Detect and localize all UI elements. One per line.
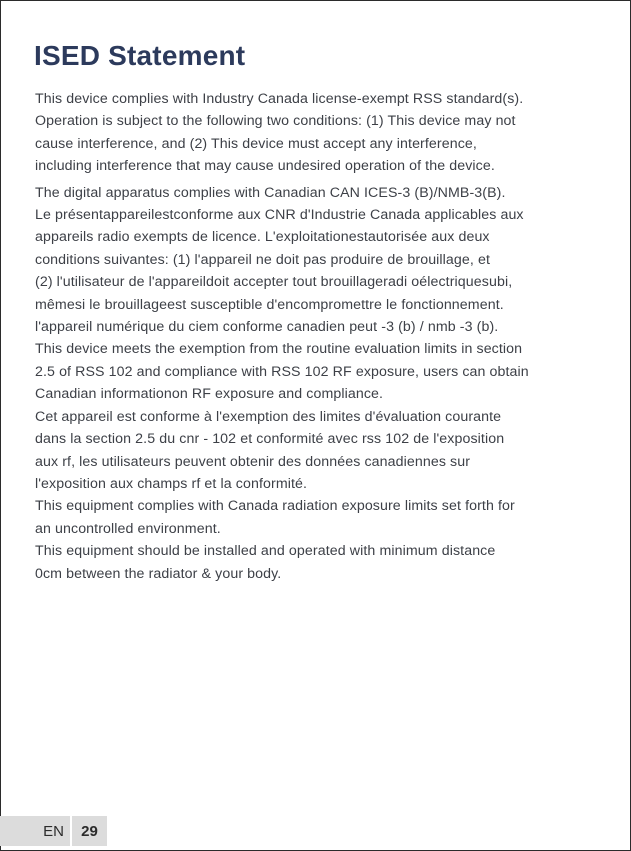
text-line: 2.5 of RSS 102 and compliance with RSS 102 RF exposure, users can obtain [35,363,529,380]
text-line: This equipment should be installed and operated with minimum distance [35,543,496,560]
text-line: aux rf, les utilisateurs peuvent obtenir des données canadiennes sur [35,453,471,470]
text-line: dans la section 2.5 du cnr - 102 et conformité avec rss 102 de l'exposition [35,431,505,448]
text-line: l'exposition aux champs rf et la conformité. [35,475,308,492]
text-line: including interference that may cause undesired operation of the device. [35,158,495,175]
text-line: an uncontrolled environment. [35,520,221,537]
text-line: Canadian informationon RF exposure and compliance. [35,386,384,403]
text-line: Operation is subject to the following two conditions: (1) This device may not [35,113,516,130]
footer-page-number: 29 [72,816,107,846]
text-line: 0cm between the radiator & your body. [35,565,282,582]
text-line: Cet appareil est conforme à l'exemption des limites d'évaluation courante [35,408,502,425]
text-line: This device meets the exemption from the routine evaluation limits in section [35,341,523,358]
footer-language-label: EN [0,816,70,846]
text-line: l'appareil numérique du ciem conforme canadien peut -3 (b) / nmb -3 (b). [35,319,499,336]
text-line: conditions suivantes: (1) l'appareil ne doit pas produire de brouillage, et [35,251,491,268]
text-line: (2) l'utilisateur de l'appareildoit accepter tout brouillageradi oélectriquesubi, [35,274,513,291]
text-line: cause interference, and (2) This device must accept any interference, [35,135,477,152]
text-line: Le présentappareilestconforme aux CNR d'Industrie Canada applicables aux [35,207,524,224]
text-line: This equipment complies with Canada radiation exposure limits set forth for [35,498,515,515]
paragraph-compliance [35,88,605,178]
paragraph-details [35,182,605,585]
text-line: This device complies with Industry Canada license-exempt RSS standard(s). [35,91,524,107]
text-line: appareils radio exempts de licence. L'exploitationestautorisée aux deux [35,229,490,246]
text-line: The digital apparatus complies with Canadian CAN ICES-3 (B)/NMB-3(B). [35,184,506,201]
page-footer [0,816,107,846]
text-line: mêmesi le brouillageest susceptible d'encompromettre le fonctionnement. [35,296,504,313]
statement-body [35,88,605,585]
page-title: ISED Statement [34,40,246,71]
